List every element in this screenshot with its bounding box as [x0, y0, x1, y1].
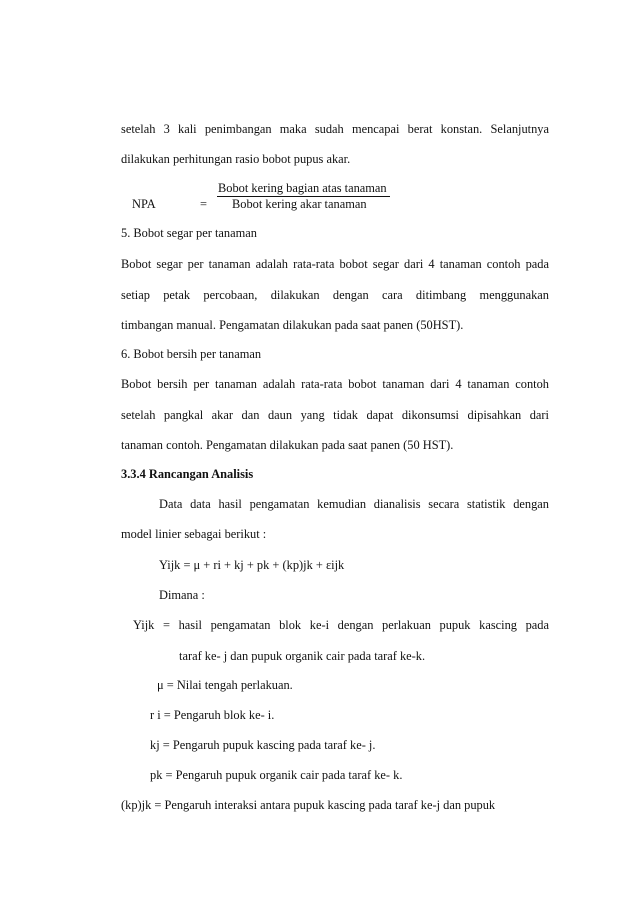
formula-equals: =: [200, 197, 207, 211]
paragraph-line: tanaman contoh. Pengamatan dilakukan pada saat panen (50 HST).: [121, 438, 454, 452]
paragraph-line: Bobot bersih per tanaman adalah rata-rata bobot tanaman dari 4 tanaman contoh: [121, 377, 549, 391]
paragraph-line: dilakukan perhitungan rasio bobot pupus akar.: [121, 152, 351, 166]
definition-ri: r i = Pengaruh blok ke- i.: [150, 708, 275, 722]
paragraph-line: Bobot segar per tanaman adalah rata-rata bobot segar dari 4 tanaman contoh pada: [121, 257, 549, 271]
definition-yijk-cont: taraf ke- j dan pupuk organik cair pada taraf ke-k.: [179, 649, 426, 663]
formula-denominator: Bobot kering akar tanaman: [232, 197, 367, 211]
model-equation: Yijk = μ + ri + kj + pk + (kp)jk + εijk: [159, 558, 345, 572]
paragraph-line: model linier sebagai berikut :: [121, 527, 267, 541]
definition-mu: μ = Nilai tengah perlakuan.: [157, 678, 293, 692]
paragraph-line: setiap petak percobaan, dilakukan dengan cara ditimbang menggunakan: [121, 288, 549, 302]
definition-yijk: Yijk = hasil pengamatan blok ke-i dengan perlakuan pupuk kascing pada: [133, 618, 549, 632]
paragraph-line: timbangan manual. Pengamatan dilakukan pada saat panen (50HST).: [121, 318, 464, 332]
definition-kj: kj = Pengaruh pupuk kascing pada taraf ke- j.: [150, 738, 376, 752]
definition-pk: pk = Pengaruh pupuk organik cair pada taraf ke- k.: [150, 768, 403, 782]
section-heading: 5. Bobot segar per tanaman: [121, 226, 257, 240]
paragraph-line: Data data hasil pengamatan kemudian dianalisis secara statistik dengan: [159, 497, 549, 511]
dimana-label: Dimana :: [159, 588, 205, 602]
section-heading: 6. Bobot bersih per tanaman: [121, 347, 262, 361]
section-heading: 3.3.4 Rancangan Analisis: [121, 467, 254, 481]
formula-lhs: NPA: [132, 197, 156, 211]
paragraph-line: setelah 3 kali penimbangan maka sudah mencapai berat konstan. Selanjutnya: [121, 122, 549, 136]
paragraph-line: setelah pangkal akar dan daun yang tidak dapat dikonsumsi dipisahkan dari: [121, 408, 549, 422]
definition-kpjk: (kp)jk = Pengaruh interaksi antara pupuk kascing pada taraf ke-j dan pupuk: [121, 798, 496, 812]
formula-numerator: Bobot kering bagian atas tanaman: [218, 181, 387, 195]
